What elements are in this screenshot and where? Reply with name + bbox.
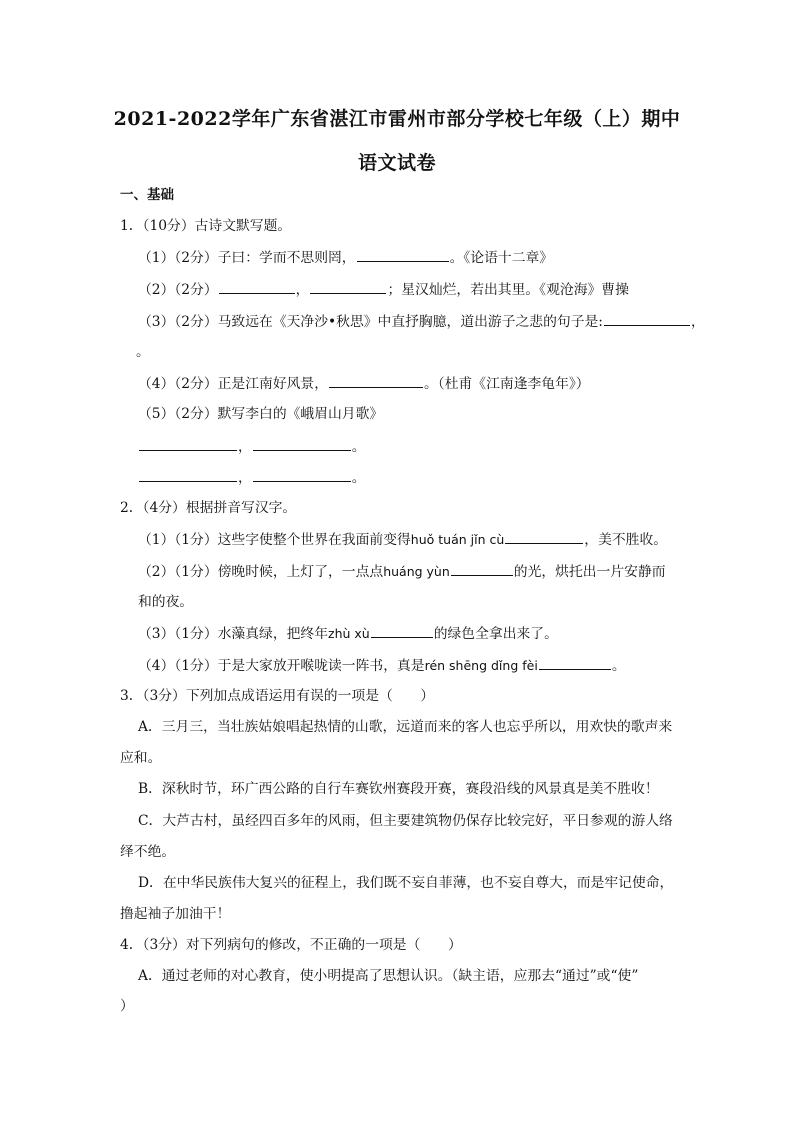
q3-option-a-cont: 应和。 <box>120 750 162 766</box>
pinyin: zhù xù <box>328 626 370 641</box>
answer-blank[interactable] <box>451 561 513 576</box>
q3-option-d[interactable]: D．在中华民族伟大复兴的征程上，我们既不妄自菲薄，也不妄自尊大，而是牢记使命， <box>138 875 674 891</box>
q1-sub5-line2: ， 。 <box>138 467 366 488</box>
q1-sub3: （3）（2分）马致远在《天净沙•秋思》中直抒胸臆，道出游子之悲的句子是: ， <box>138 311 705 332</box>
q4-option-a-cont: ） <box>120 998 134 1014</box>
pinyin: huáng yùn <box>383 564 450 579</box>
q2-sub3: （3）（1分）水藻真绿，把终年zhù xù 的绿色全拿出来了。 <box>138 623 558 644</box>
q3-option-a[interactable]: A．三月三，当壮族姑娘唱起热情的山歌，远道而来的客人也忘乎所以，用欢快的歌声来 <box>138 719 673 735</box>
pinyin: huǒ tuán jǐn cù <box>410 532 505 547</box>
q2-sub2-cont: 和的夜。 <box>138 594 194 610</box>
q3-option-d-cont: 撸起袖子加油干！ <box>120 906 231 922</box>
q1-sub5: （5）（2分）默写李白的《峨眉山月歌》 <box>138 406 384 422</box>
q1-sub4: （4）（2分）正是江南好风景， 。（杜甫《江南逢李龟年》） <box>138 373 590 394</box>
answer-blank[interactable] <box>505 529 583 544</box>
q3-stem: 3．（3分）下列加点成语运用有误的一项是（ ） <box>120 688 435 704</box>
answer-blank[interactable] <box>539 655 611 670</box>
answer-blank[interactable] <box>371 623 433 638</box>
q1-sub3-cont: 。 <box>120 342 150 362</box>
q2-sub2: （2）（1分）傍晚时候，上灯了，一点点huáng yùn 的光，烘托出一片安静而 <box>138 561 666 582</box>
pinyin: rén shēng dǐng fèi <box>424 658 538 673</box>
answer-blank[interactable] <box>121 342 135 356</box>
answer-blank[interactable] <box>253 436 351 451</box>
q1-sub1: （1）（2分）子曰：学而不思则罔， 。《论语十二章》 <box>138 247 553 268</box>
q1-stem: 1．（10分）古诗文默写题。 <box>120 218 292 234</box>
q1-sub2: （2）（2分） ， ；星汉灿烂，若出其里。《观沧海》曹操 <box>138 279 629 300</box>
q1-sub5-line1: ， 。 <box>138 436 366 457</box>
page-title: 2021-2022学年广东省湛江市雷州市部分学校七年级（上）期中 <box>113 108 681 130</box>
answer-blank[interactable] <box>329 373 423 388</box>
answer-blank[interactable] <box>253 467 351 482</box>
page-subtitle: 语文试卷 <box>357 152 436 174</box>
q2-stem: 2．（4分）根据拼音写汉字。 <box>120 500 297 516</box>
q3-option-c-cont: 绎不绝。 <box>120 844 176 860</box>
answer-blank[interactable] <box>604 311 690 326</box>
q3-option-c[interactable]: C．大芦古村，虽经四百多年的风雨，但主要建筑物仍保存比较完好，平日参观的游人络 <box>138 813 673 829</box>
section-heading: 一、基础 <box>120 187 174 203</box>
q2-sub4: （4）（1分）于是大家放开喉咙读一阵书，真是rén shēng dǐng fèi 。 <box>138 655 626 676</box>
q3-option-b[interactable]: B．深秋时节，环广西公路的自行车赛钦州赛段开赛，赛段沿线的风景真是美不胜收！ <box>138 781 659 797</box>
q4-stem: 4．（3分）对下列病句的修改，不正确的一项是（ ） <box>120 937 462 953</box>
q4-option-a[interactable]: A．通过老师的对心教育，使小明提高了思想认识。（缺主语，应那去“通过”或“使” <box>138 968 639 984</box>
answer-blank[interactable] <box>139 436 237 451</box>
answer-blank[interactable] <box>310 279 386 294</box>
answer-blank[interactable] <box>357 247 449 262</box>
q2-sub1: （1）（1分）这些字使整个世界在我面前变得huǒ tuán jǐn cù ，美不胜收。 <box>138 529 667 550</box>
answer-blank[interactable] <box>139 467 237 482</box>
answer-blank[interactable] <box>219 279 295 294</box>
